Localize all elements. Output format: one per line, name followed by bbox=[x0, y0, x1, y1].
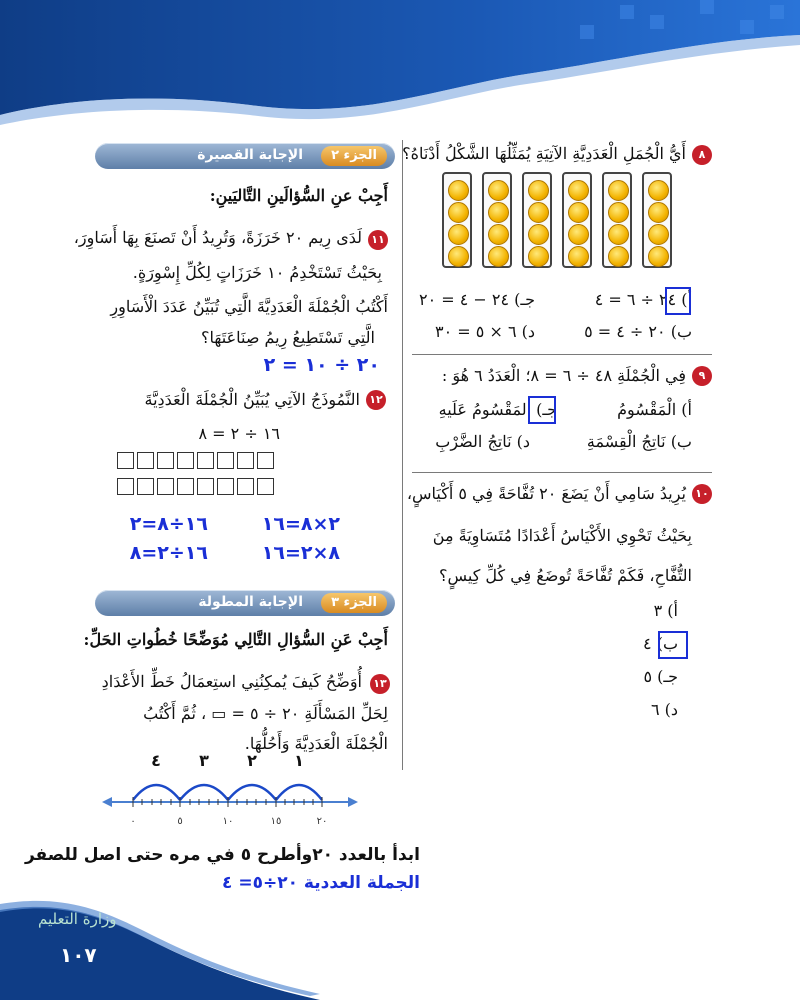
answer-note-line-1: ابدأ بالعدد ٢٠وأطرح ٥ في مره حتى اصل للصفر bbox=[24, 845, 420, 865]
tick-label: ٢٠ bbox=[316, 816, 328, 827]
jump-label: ١ bbox=[294, 752, 304, 770]
q11-handwritten-answer: ٢٠ ÷ ١٠ = ٢ bbox=[263, 354, 380, 376]
jump-label: ٢ bbox=[247, 752, 257, 770]
q9-option-d[interactable]: د) نَاتِجُ الضَّرْبِ bbox=[435, 432, 530, 451]
part-title: الإجابة المطولة bbox=[198, 594, 303, 610]
q10-line-1: يُرِيدُ سَامِي أَنْ يَضَعَ ٢٠ تُفَّاحَةً فِي ٥ أَكْيَاسٍ، bbox=[406, 484, 686, 503]
answer-note-line-2: الجملة العددية ٢٠÷٥= ٤ bbox=[222, 873, 420, 893]
q10-option-c[interactable]: جـ) ٥ bbox=[643, 667, 678, 686]
q12-answer-4: ١٦÷٢=٨ bbox=[129, 542, 208, 564]
number-line bbox=[100, 752, 360, 834]
array-model bbox=[117, 452, 343, 500]
part-tag: الجزء ٢ bbox=[321, 146, 387, 166]
ministry-logo: وزارة التعليم bbox=[38, 910, 117, 928]
question-number-9: ٩ bbox=[692, 366, 712, 386]
q9-option-b[interactable]: ب) نَاتِجُ الْقِسْمَةِ bbox=[586, 432, 692, 451]
q10-option-d[interactable]: د) ٦ bbox=[650, 700, 678, 719]
question-number-11: ١١ bbox=[368, 230, 388, 250]
selected-answer-marker bbox=[665, 287, 691, 315]
q11-line-3: أَكْتُبُ الْجُمْلَةَ الْعَدَدِيَّةَ الَّتِي تُبَيِّنُ عَدَدَ الْأَسَاوِرِ bbox=[110, 297, 388, 316]
q10-option-b[interactable]: ب) ٤ bbox=[643, 634, 678, 653]
q11-line-1: لَدَى رِيم ٢٠ خَرَزَةً، وَتُرِيدُ أَنْ تَصنَعَ بِهَا أَسَاوِرَ، bbox=[73, 228, 362, 247]
page-number: ١٠٧ bbox=[60, 943, 97, 967]
separator bbox=[412, 472, 712, 473]
bead-tube bbox=[642, 172, 672, 268]
q8-option-d[interactable]: د) ٦ × ٥ = ٣٠ bbox=[435, 322, 535, 341]
part2-instruction: أَجِبْ عنِ السُّؤالَينِ التَّاليَينِ: bbox=[209, 186, 388, 205]
part2-banner bbox=[95, 143, 395, 169]
bead-tube bbox=[442, 172, 472, 268]
column-divider bbox=[402, 140, 403, 770]
q10-line-2: بِحَيْثُ تَحْوِي الأَكْيَاسُ أَعْدَادًا مُتَسَاوِيَةً مِنَ bbox=[432, 526, 692, 545]
bead-tube bbox=[562, 172, 592, 268]
q11-line-2: بِحَيْثُ تَسْتَخْدِمُ ١٠ خَرَزَاتٍ لِكُلِّ إِسْوِرَةٍ. bbox=[132, 263, 382, 282]
selected-answer-marker bbox=[528, 396, 556, 424]
bead-tube bbox=[482, 172, 512, 268]
q13-line-2: لِحَلِّ المَسْأَلَةِ ٢٠ ÷ ٥ = ▭ ، ثُمَّ أَكْتُبُ bbox=[143, 704, 388, 723]
q13-line-3: الْجُمْلَةَ الْعَدَدِيَّةَ وَأَحُلُّهَا. bbox=[244, 734, 388, 753]
q11-line-4: الَّتِي تَسْتَطِيعُ رِيمُ صِنَاعَتَهَا؟ bbox=[201, 328, 375, 347]
tick-label: ١٥ bbox=[270, 816, 282, 827]
jump-label: ٣ bbox=[199, 752, 209, 770]
bead-tube bbox=[522, 172, 552, 268]
part3-instruction: أَجِبْ عَنِ السُّؤالِ التَّالِي مُوَضِّحًا خُطُواتِ الحَلِّ: bbox=[83, 630, 388, 649]
q9-option-c[interactable]: جـ) المَقْسُومُ عَلَيهِ bbox=[438, 400, 557, 419]
q8-option-a[interactable]: أ) ٢٤ ÷ ٦ = ٤ bbox=[594, 290, 692, 309]
q8-text: أَيُّ الْجُمَلِ الْعَدَدِيَّةِ الآتِيَةِ يُمَثِّلُهَا الشَّكْلُ أَدْنَاهُ؟ bbox=[402, 144, 686, 163]
tick-label: ٠ bbox=[130, 816, 136, 827]
q8-option-c[interactable]: جـ) ٢٤ − ٤ = ٢٠ bbox=[418, 290, 535, 309]
q9-text: فِي الْجُمْلَةِ ٤٨ ÷ ٦ = ٨؛ الْعَدَدُ ٦ هُوَ : bbox=[441, 366, 686, 385]
q12-answer-1: ٢×٨=١٦ bbox=[261, 513, 340, 535]
separator bbox=[412, 354, 712, 355]
q12-answer-2: ١٦÷٨=٢ bbox=[129, 513, 208, 535]
q10-option-a[interactable]: أ) ٣ bbox=[653, 601, 678, 620]
part-title: الإجابة القصيرة bbox=[197, 147, 303, 163]
q12-text: النَّمُوذَجُ الآتِي يُبَيِّنُ الْجُمْلَةَ الْعَدَدِيَّةَ bbox=[144, 390, 360, 409]
selected-answer-marker bbox=[658, 631, 688, 659]
q13-line-1: أُوَضِّحُ كَيفَ يُمكِنُنِي استِعمَالُ خَطِّ الأَعْدَادِ bbox=[101, 672, 362, 691]
header-wave bbox=[0, 0, 800, 140]
question-number-10: ١٠ bbox=[692, 484, 712, 504]
question-number-8: ٨ bbox=[692, 145, 712, 165]
q12-equation: ١٦ ÷ ٢ = ٨ bbox=[198, 424, 280, 443]
bead-tube bbox=[602, 172, 632, 268]
q10-line-3: التُّفَّاحِ، فَكَمْ تُفَّاحَةً تُوضَعُ فِي كُلِّ كِيسٍ؟ bbox=[438, 566, 692, 585]
question-number-13: ١٣ bbox=[370, 674, 390, 694]
jump-label: ٤ bbox=[151, 752, 161, 770]
q8-option-b[interactable]: ب) ٢٠ ÷ ٤ = ٥ bbox=[584, 322, 692, 341]
tick-label: ٥ bbox=[177, 816, 183, 827]
beads-figure bbox=[442, 172, 670, 272]
part-tag: الجزء ٣ bbox=[321, 593, 387, 613]
part3-banner bbox=[95, 590, 395, 616]
tick-label: ١٠ bbox=[222, 816, 234, 827]
footer-wave bbox=[0, 890, 800, 1000]
question-number-12: ١٢ bbox=[366, 390, 386, 410]
q12-answer-3: ٨×٢=١٦ bbox=[261, 542, 340, 564]
q9-option-a[interactable]: أ) الْمَقْسُومُ bbox=[617, 400, 692, 419]
